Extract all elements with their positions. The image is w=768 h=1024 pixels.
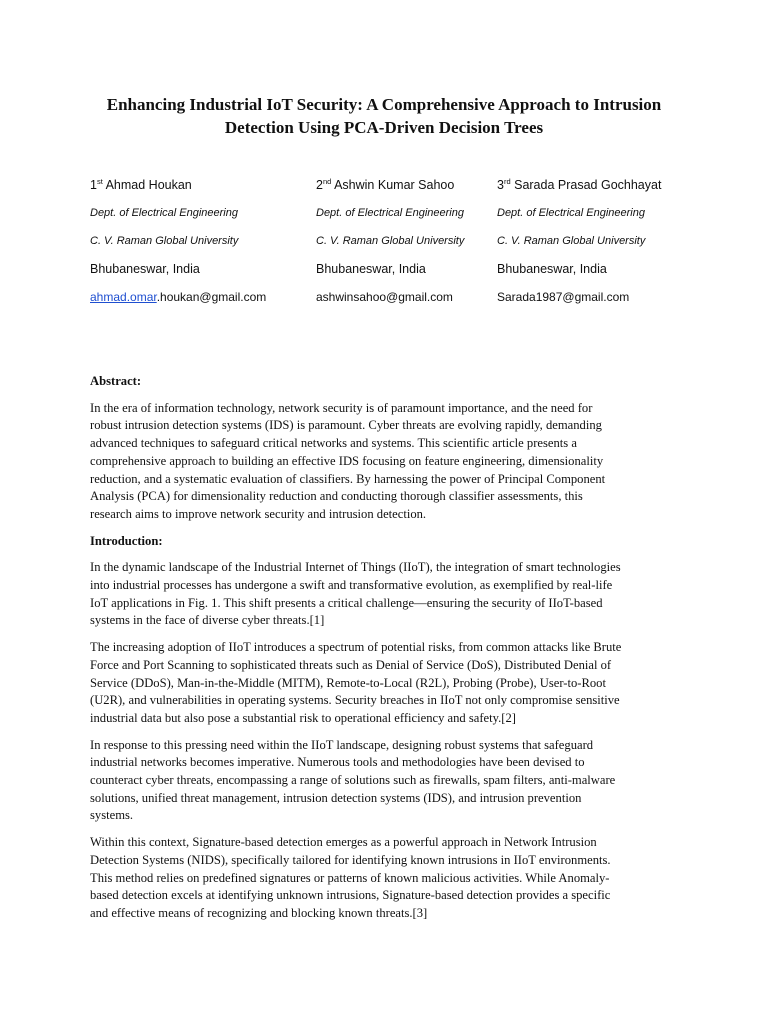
intro-line: Detection Systems (NIDS), specifically tailored for identifying known intrusions in IIoT environments.	[90, 852, 611, 867]
intro-line: In response to this pressing need within the IIoT landscape, designing robust systems that safeguard	[90, 737, 594, 752]
intro-line: This method relies on predefined signatures or patterns of known malicious activities. While Anomaly-	[90, 870, 610, 885]
author-email	[90, 287, 320, 315]
intro-line: and effective means of recognizing and blocking known threats.[3]	[90, 905, 428, 920]
author-university: C. V. Raman Global University	[316, 235, 465, 247]
intro-line: Within this context, Signature-based detection emerges as a powerful approach in Network Intrusion	[90, 835, 597, 850]
intro-line: IoT applications in Fig. 1. This shift presents a critical challenge—ensuring the security of IIoT-based	[90, 595, 603, 610]
author-dept: Dept. of Electrical Engineering	[316, 207, 464, 219]
author-name: Sarada Prasad Gochhayat	[514, 178, 662, 192]
introduction-heading: Introduction:	[90, 533, 163, 548]
intro-paragraph-2	[90, 639, 680, 728]
author-university: C. V. Raman Global University	[497, 235, 646, 247]
intro-line: (U2R), and vulnerabilities in operating systems. Security breaches in IIoT not only compromise sensitive	[90, 693, 620, 708]
intro-paragraph-1	[90, 559, 680, 630]
abstract-line: robust intrusion detection systems (IDS) is paramount. Cyber threats are evolving rapidly, demanding	[90, 418, 602, 433]
author-ordinal-suffix: rd	[503, 177, 511, 186]
author-ordinal: 2	[316, 178, 323, 192]
abstract-heading: Abstract:	[90, 374, 142, 388]
abstract-paragraph	[90, 400, 680, 524]
author-name: Ashwin Kumar Sahoo	[334, 178, 455, 192]
intro-line: Force and Port Scanning to sophisticated threats such as Denial of Service (DoS), Distributed Denial of	[90, 657, 612, 672]
abstract-line: advanced techniques to safeguard critical networks and systems. This scientific article presents a	[90, 436, 577, 451]
author-dept: Dept. of Electrical Engineering	[497, 207, 645, 219]
intro-line: systems.	[90, 808, 134, 823]
author-dept: Dept. of Electrical Engineering	[90, 207, 238, 219]
paper-title-line: Detection Using PCA-Driven Decision Trees	[224, 118, 544, 137]
author-email: ashwinsahoo@gmail.com	[316, 290, 453, 304]
author-ordinal-suffix: st	[96, 177, 103, 186]
abstract-line: In the era of information technology, network security is of paramount importance, and the need for	[90, 400, 593, 415]
intro-line: systems in the face of diverse cyber threats.[1]	[90, 613, 325, 628]
author-email: Sarada1987@gmail.com	[497, 290, 630, 304]
intro-line: In the dynamic landscape of the Industrial Internet of Things (IIoT), the integration of smart technologies	[90, 560, 621, 575]
author-name: Ahmad Houkan	[105, 178, 192, 192]
abstract-line: Analysis (PCA) for dimensionality reduction and conducting thorough classifier assessments, this	[90, 489, 583, 504]
intro-line: industrial data but also pose a substantial risk to operational efficiency and safety.[2]	[90, 710, 516, 725]
author-block-1	[90, 175, 320, 315]
intro-paragraph-4	[90, 834, 680, 923]
author-university: C. V. Raman Global University	[90, 235, 239, 247]
paper-body	[90, 373, 680, 932]
author-block-3	[497, 175, 727, 315]
author-name-line	[497, 175, 727, 203]
paper-title-line: Enhancing Industrial IoT Security: A Comprehensive Approach to Intrusion	[106, 95, 662, 114]
intro-paragraph-3	[90, 737, 680, 826]
paper-title	[60, 93, 708, 139]
author-city: Bhubaneswar, India	[316, 262, 426, 276]
author-ordinal-suffix: nd	[322, 177, 332, 186]
author-city: Bhubaneswar, India	[497, 262, 607, 276]
author-email-link[interactable]: ahmad.omar	[90, 290, 157, 304]
intro-line: based detection excels at identifying unknown intrusions, Signature-based detection provides a specific	[90, 888, 611, 903]
abstract-line: research aims to improve network security and intrusion detection.	[90, 506, 427, 521]
intro-line: Service (DDoS), Man-in-the-Middle (MITM), Remote-to-Local (R2L), Probing (Probe), User-to-Root	[90, 675, 606, 690]
author-name-line	[90, 175, 320, 203]
intro-line: industrial networks becomes imperative. Numerous tools and methodologies have been devised to	[90, 755, 585, 770]
author-ordinal: 1	[90, 178, 97, 192]
abstract-line: comprehensive approach to building an effective IDS focusing on feature engineering, dimensionality	[90, 453, 604, 468]
intro-line: solutions, unified threat management, intrusion detection systems (IDS), and intrusion prevention	[90, 790, 582, 805]
intro-line: counteract cyber threats, encompassing a range of solutions such as firewalls, spam filters, anti-malware	[90, 773, 616, 788]
abstract-line: reduction, and a systematic evaluation of classifiers. By harnessing the power of Principal Component	[90, 471, 606, 486]
author-email-rest: .houkan@gmail.com	[156, 290, 267, 304]
author-ordinal: 3	[497, 178, 504, 192]
intro-line: The increasing adoption of IIoT introduces a spectrum of potential risks, from common attacks like Brute	[90, 640, 622, 655]
intro-line: into industrial processes has undergone a swift and transformative evolution, as exemplified by real-life	[90, 578, 613, 593]
author-city: Bhubaneswar, India	[90, 262, 200, 276]
